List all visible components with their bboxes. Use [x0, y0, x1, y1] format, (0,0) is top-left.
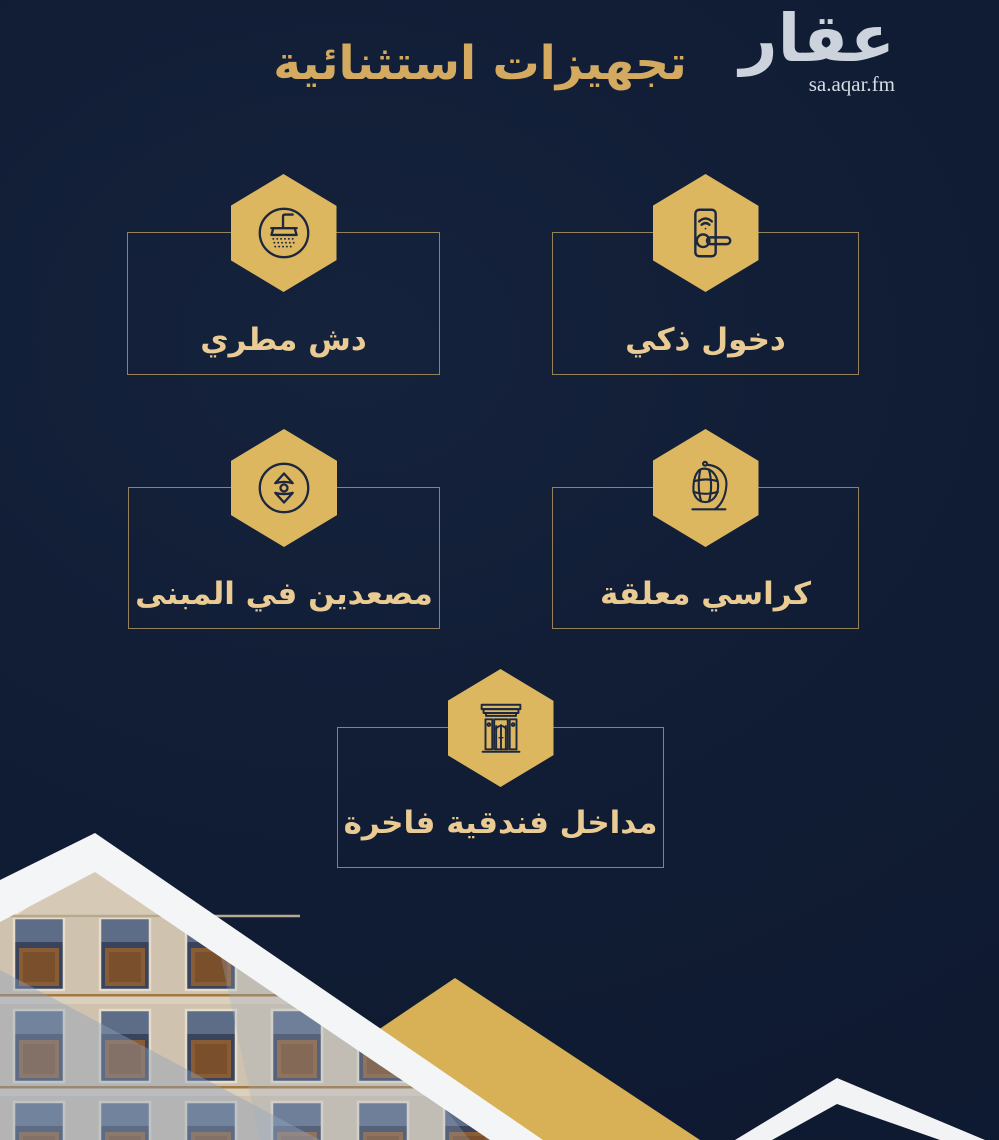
hotel-entrance-icon	[470, 697, 532, 759]
hexagon-badge	[653, 429, 759, 547]
feature-label: دش مطري	[200, 322, 367, 358]
brand-logo	[739, 0, 895, 96]
brand-site-url: sa.aqar.fm	[808, 72, 895, 96]
hexagon-badge	[653, 174, 759, 292]
hexagon-badge	[231, 429, 337, 547]
feature-card-rain-shower	[127, 232, 440, 375]
feature-label: مصعدين في المبنى	[135, 576, 433, 612]
feature-label: كراسي معلقة	[599, 576, 812, 612]
feature-card-smart-entry	[552, 232, 859, 375]
feature-card-hanging-chairs	[552, 487, 859, 629]
page-title: تجهيزات استثنائية	[273, 36, 687, 91]
shower-icon	[253, 202, 315, 264]
bottom-decoration	[0, 820, 999, 1140]
feature-label: دخول ذكي	[625, 322, 786, 358]
feature-card-two-elevators	[128, 487, 440, 629]
white-chevron	[735, 1078, 985, 1140]
hexagon-badge	[448, 669, 554, 787]
elevator-arrows-icon	[253, 457, 315, 519]
smart-lock-icon	[675, 202, 737, 264]
hexagon-badge	[231, 174, 337, 292]
hanging-chair-icon	[675, 457, 737, 519]
brand-logo-arabic: عقار	[739, 0, 895, 77]
feature-label: مداخل فندقية فاخرة	[343, 805, 658, 841]
